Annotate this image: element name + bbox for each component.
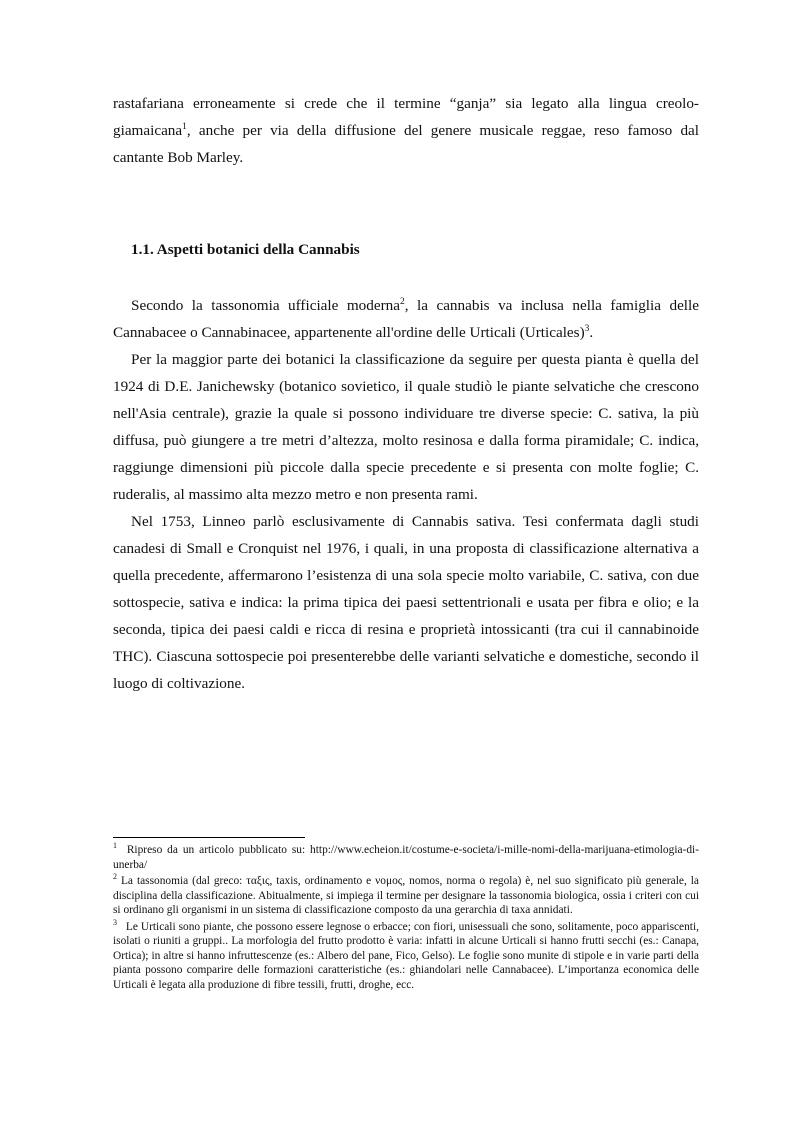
footnote-2-text: La tassonomia (dal greco: ταξις, taxis, ordinamento e νομος, nomos, norma o regola) è, nel suo significato più generale, la disciplina della classificazione. Abitualmente, si impiega il termine per designare la tassonomia biologica, ossia i criteri con cui si ordinano gli organismi in un sistema di classificazione composto da una gerarchia di taxa annidati.: [113, 875, 699, 916]
continuation-text-b: , anche per via della diffusione del genere musicale reggae, reso famoso dal cantante Bob Marley.: [113, 122, 699, 166]
footnote-3-number: 3: [113, 917, 117, 927]
continuation-paragraph: [113, 90, 699, 171]
continuation-text-a: rastafariana erroneamente si crede che il termine “ganja” sia legato alla lingua creolo-giamaicana: [113, 95, 699, 139]
p1-text-a: Secondo la tassonomia ufficiale moderna: [131, 297, 400, 314]
section-paragraph-1: [113, 292, 699, 346]
footnote-2-number: 2: [113, 872, 117, 882]
section-paragraph-2: Per la maggior parte dei botanici la classificazione da seguire per questa pianta è quella del 1924 di D.E. Janichewsky (botanico sovietico, il quale studiò le piante selvatiche che crescono nell'Asia centrale), grazie la quale si possono individuare tre diverse specie: C. sativa, la più diffusa, può giungere a tre metri d’altezza, molto resinosa e dalla forma piramidale; C. indica, raggiunge dimensioni più piccole dalla specie precedente e si presenta con molte foglie; C. ruderalis, al massimo alta mezzo metro e non presenta rami.: [113, 351, 699, 503]
p1-text-c: .: [589, 324, 594, 341]
footnote-3-text: Le Urticali sono piante, che possono essere legnose o erbacce; con fiori, unisessuali che sono, solitamente, poco appariscenti, isolati o riuniti a gruppi.. La morfologia del frutto prodotto è varia: infatti in alcune Urticali si hanno frutti secchi (es.: Canapa, Ortica); in altre si hanno infruttescenze (es.: Albero del pane, Fico, Gelso). Le foglie sono munite di stipole e in varie parti della pianta possono comparire delle formazioni caratteristiche (es.: ghiandolari nelle Cannabacee). L’importanza economica delle Urticali è legata alla produzione di fibre tessili, frutti, droghe, ecc.: [113, 920, 699, 991]
section-heading: 1.1. Aspetti botanici della Cannabis: [131, 241, 360, 258]
footnote-3: [113, 917, 699, 993]
footnote-ref-1: 1: [182, 121, 187, 132]
p1-text-b: , la cannabis va inclusa nella famiglia delle Cannabacee o Cannabinacee, appartenente all'ordine delle Urticali (Urticales): [113, 297, 699, 341]
footnotes: [113, 843, 699, 994]
footnote-1: [113, 843, 699, 872]
footnote-1-text: Ripreso da un articolo pubblicato su: http://www.echeion.it/costume-e-societa/i-mille-nomi-della-marijuana-etimologia-di-unerba/: [113, 844, 699, 871]
footnote-separator: [113, 837, 305, 838]
footnote-1-number: 1: [113, 841, 117, 851]
footnote-ref-2: 2: [399, 296, 405, 307]
footnote-2: [113, 874, 699, 918]
section-paragraph-3: Nel 1753, Linneo parlò esclusivamente di Cannabis sativa. Tesi confermata dagli studi canadesi di Small e Cronquist nel 1976, i quali, in una proposta di classificazione alternativa a quella precedente, affermarono l’esistenza di una sola specie molto variabile, C. sativa, con due sottospecie, sativa e indica: la prima tipica dei paesi settentrionali e usata per fibra e olio; e la seconda, tipica dei paesi caldi e ricca di resina e proprietà intossicanti (tra cui il cannabinoide THC). Ciascuna sottospecie poi presenterebbe delle varianti selvatiche e domestiche, secondo il luogo di coltivazione.: [113, 513, 699, 692]
footnote-ref-3: 3: [584, 323, 590, 334]
page-body: [113, 88, 699, 697]
